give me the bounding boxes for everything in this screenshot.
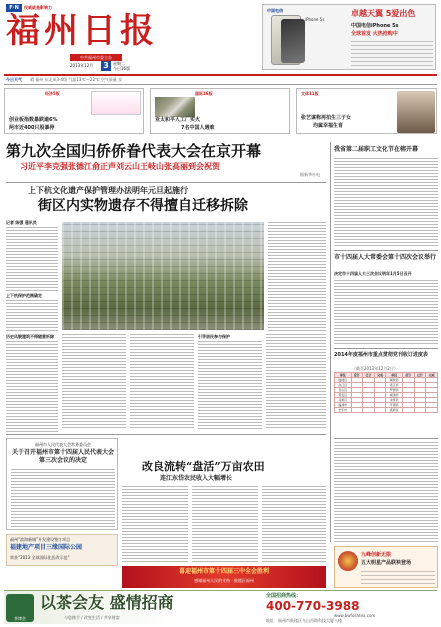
weather-label: 今日天气 [6,77,22,82]
table-cell: 闽侯县 [386,378,403,383]
telecom-brand: 中国电信 [267,8,283,13]
sidebar-rule-2 [334,348,438,349]
table-cell: 平潭县 [386,403,403,408]
tea-expo-address: 地址：福州市鼓楼区乌山西路科技大厦八楼 [266,618,342,623]
table-cell: 连江县 [386,383,403,388]
teaser-culture[interactable] [296,88,437,134]
table-header-cell: 应订 [403,373,415,378]
sidebar-story-3-body [334,442,438,542]
tea-expo-slogan: 以茶会友 盛情招商 [40,593,174,612]
second-body-col1c [6,341,58,433]
tea-expo-sub: 与您携手 / 改变生活 / 共享财富 [64,615,120,620]
farmland-subhead: 连江东岱农民收入大幅增长 [160,475,233,482]
logo-badge: F·N [6,4,22,12]
tea-expo-ad[interactable] [4,590,437,624]
teaser-subtitle: 均属幸福生育 [313,123,344,129]
jiufeng-ad[interactable] [334,546,438,588]
second-body-lower-b [130,334,194,430]
table-cell [403,408,415,413]
jiufeng-fineprint [361,571,435,585]
sidebar-divider [330,142,331,542]
ad-fineprint [351,41,433,67]
issue-weekday: 星期二 [113,61,125,66]
table-cell: 仓山区 [335,388,352,393]
table-cell: 福清市 [335,403,352,408]
ad-headline: 卓越天翼 5爱出色 [351,9,416,18]
table-cell: 闽清县 [386,393,403,398]
sidebar-story-1-title[interactable]: 我省第二届职工文化节在榕开幕 [334,146,419,153]
farmland-body-a [122,486,188,564]
publisher-tag: 中共福州市委主办 [70,54,122,61]
second-body-col3 [268,222,326,332]
second-subhead-1: 上下杭保护范围确定 [6,293,42,298]
stock-chart-thumb [91,91,141,115]
phone-model-label: iPhone 5s [305,17,325,22]
table-cell: 罗源县 [386,388,403,393]
lower-rule [6,434,326,435]
farmland-body-c [262,486,326,564]
teaser-subtitle: 两市近400只股暴停 [9,125,55,131]
telecom-ad[interactable] [262,4,436,70]
teaser-photo [155,97,195,117]
table-cell: 晋安区 [335,393,352,398]
issue-date: 2013年12月 [70,63,94,68]
sidebar-story-2-title[interactable]: 市十四届人大常委会第十四次会议举行 [334,254,437,261]
second-body-col1b [6,300,58,332]
lead-source: 据新华社电 [300,172,320,177]
sidebar-story-2-sub: 决定市十四届人大三次会议明年1月5日召开 [334,271,412,276]
second-subhead-3: 引导居民参与保护 [198,334,230,339]
table-cell: 永泰县 [386,398,403,403]
table-cell: 马尾区 [335,398,352,403]
jiufeng-logo [338,551,358,571]
teaser-international[interactable] [150,88,290,134]
teaser-section: 经济5版 [45,91,60,96]
teaser-section: 文体11版 [301,91,319,96]
sidebar-story-2-body [334,280,438,346]
second-byline: 记者 陈强 通讯员 [6,220,37,225]
second-headline[interactable]: 街区内实物遗存不得擅自迁移拆除 [38,198,248,214]
sidebar-rule-3 [334,438,438,439]
weather-text: 晴 福州 东北风3-4级 气温13℃～22℃ 空气质量 良 [30,77,123,82]
teaser-title: 亚太和平人工厂实火 [155,117,201,123]
table-header-cell: 已订 [414,373,426,378]
teaser-subtitle: 7名中国人遇难 [181,125,215,131]
congress-body [11,469,115,527]
issue-edition: 今日16版 [113,66,131,71]
table-cell [374,408,386,413]
teaser-row [4,88,437,136]
second-body-lower-d [266,334,326,430]
ad-subline-2: 全球首发 火热抢购中 [351,31,398,37]
masthead-rule [4,74,437,76]
second-kicker: 上下杭文化遗产保护管理办法明年元旦起施行 [28,186,188,195]
table-cell: 台江区 [335,383,352,388]
teaser-economy[interactable] [4,88,144,134]
table-cell: 长乐市 [335,408,352,413]
congress-kicker: 福州市人民代表大会常务委员会 [35,442,91,447]
subscription-table [334,372,438,436]
sidebar-story-1-body [334,158,438,246]
logo-tagline: 权威就是影响力 [24,5,52,10]
realestate-kicker: 福州“滨海新城”开发建设签订项目 [10,537,71,542]
teaser-title: 创业板指数暴跌逾6% [9,117,58,123]
issue-day: 3 [101,61,111,71]
table-cell: 高新区 [386,408,403,413]
table-header-cell: 完成 [374,373,386,378]
second-body-lower-a [62,334,126,430]
table-cell: 鼓楼区 [335,378,352,383]
hotline-number[interactable]: 400-770-3988 [266,599,360,613]
table-cell [351,408,363,413]
table-cell [426,408,438,413]
second-subhead-2: 历史风貌建筑不得随意拆除 [6,334,54,339]
congratulation-line-1: 喜迎福州市第十四届三中全会胜利 [178,568,269,575]
table-header-cell: 完成 [426,373,438,378]
phone-image-2 [281,19,305,63]
realestate-sub: 荣获“2013 全球国际化医改示范” [10,555,70,560]
hotline-label: 全国招商热线： [266,593,302,599]
table-header-cell: 应订 [351,373,363,378]
teaser-portrait [397,91,435,133]
congratulation-line-2: 感谢福州人民的支持 · 鼓楼区福州 [194,578,254,583]
masthead [6,4,216,72]
ad-subline: 中国电信iPhone 5s [351,23,399,29]
table-header-cell: 已订 [363,373,375,378]
farmland-body-b [192,486,258,564]
second-body-col1 [6,227,58,291]
lead-headline[interactable]: 第九次全国归侨侨眷代表大会在京开幕 [6,142,262,160]
farmland-headline[interactable]: 改良流转“盘活”万亩农田 [142,460,265,473]
table-header-cell: 单位 [386,373,403,378]
weather-rule [4,84,437,85]
subscription-table-date: （截至2013年12月2日） [352,366,398,371]
lead-subhead: 习近平李克强张德江俞正声刘云山王岐山张高丽到会祝贺 [20,162,220,171]
sidebar-rule-1 [334,250,438,251]
newspaper-title: 福州日报 [6,11,158,51]
tea-expo-url[interactable]: www.bwfoshtea.com [334,613,376,618]
second-body-lower-c [198,341,262,430]
lead-rule [6,182,326,183]
table-cell [414,408,426,413]
table-cell [363,408,375,413]
congratulation-ad[interactable] [122,566,326,588]
subscription-table-title: 2014年度福州市重点贯彻党刊收订进度表 [334,352,428,358]
tea-expo-brand: 茶博会 [14,616,26,621]
congress-notice[interactable] [6,438,118,530]
realestate-ad[interactable] [6,534,118,566]
realestate-headline: 福建地产项目三缘国际公园 [10,544,83,551]
jiufeng-headline: 五大明星产品联袂登场 [361,560,412,566]
teaser-title: 张艺谋称再拍生三子女 [301,115,352,121]
congress-headline: 关于召开福州市第十四届人民代表大会第三次会议的决定 [11,449,114,464]
table-row [335,408,438,413]
district-aerial-photo [62,222,264,330]
teaser-section: 国际16版 [195,91,213,96]
table-header-cell: 单位 [335,373,352,378]
jiufeng-brand: 九峰创新无限 [361,552,392,558]
